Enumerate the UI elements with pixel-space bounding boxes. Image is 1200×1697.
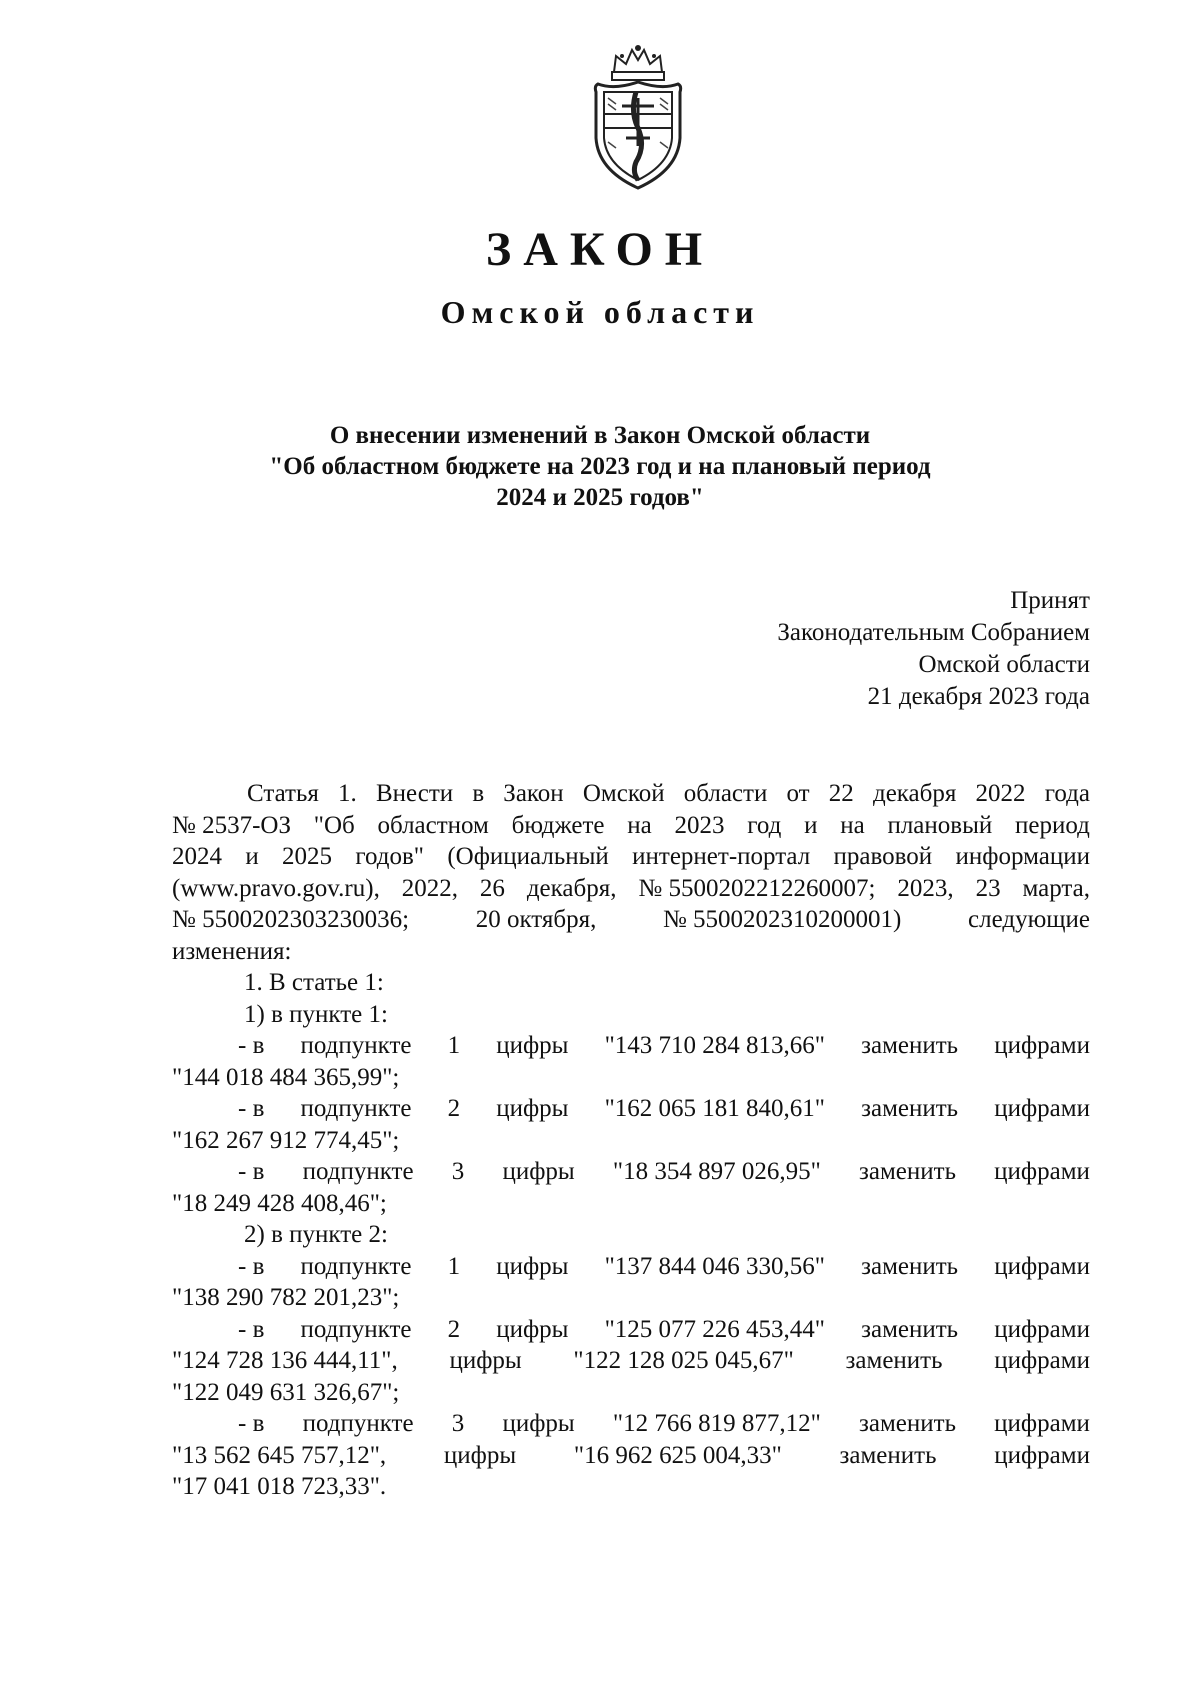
justified-line <box>172 1093 1090 1125</box>
word: № 5500202310200001) <box>662 906 902 933</box>
word: подпункте <box>302 1158 414 1185</box>
word: и <box>245 843 259 870</box>
word: области <box>683 780 768 807</box>
word: 3 <box>451 1410 465 1437</box>
word: цифры <box>502 1410 575 1437</box>
word: период <box>1015 811 1090 839</box>
word: подпункте <box>302 1410 414 1437</box>
adoption-date: 21 декабря 2023 года <box>867 683 1090 710</box>
word: подпункте <box>300 1032 412 1059</box>
justified-line <box>172 1251 1090 1283</box>
word: - в <box>238 1095 265 1122</box>
word: на <box>627 811 652 839</box>
text-line: изменения: <box>172 937 292 965</box>
word: декабря, <box>526 874 617 902</box>
law-subject-heading <box>0 420 1200 513</box>
document-subtitle: Омской области <box>440 294 760 330</box>
word: Статья <box>247 780 319 807</box>
justified-line <box>172 810 1090 842</box>
word: заменить <box>861 1095 959 1122</box>
word: - в <box>238 1252 265 1280</box>
word: следующие <box>968 906 1090 933</box>
word: "18 354 897 026,95" <box>612 1158 821 1185</box>
word: "122 128 025 045,67" <box>573 1347 794 1374</box>
word: цифры <box>496 1032 569 1059</box>
word: цифрами <box>994 1032 1090 1059</box>
word: - в <box>238 1158 265 1185</box>
word: цифрами <box>994 1347 1090 1374</box>
word: цифрами <box>994 1158 1090 1185</box>
word: декабря <box>872 780 957 807</box>
point-heading: 2) в пункте 2: <box>244 1221 388 1248</box>
text-line: "18 249 428 408,46"; <box>172 1189 387 1217</box>
word: цифры <box>449 1347 522 1374</box>
text-line: "17 041 018 723,33". <box>172 1473 387 1500</box>
word: 2025 <box>282 843 333 870</box>
word: цифры <box>496 1252 569 1280</box>
word: бюджете <box>511 811 605 839</box>
justified-line <box>172 1440 1090 1472</box>
text-line: "122 049 631 326,67"; <box>172 1378 400 1406</box>
word: "137 844 046 330,56" <box>604 1252 825 1280</box>
word: "16 962 625 004,33" <box>573 1441 782 1469</box>
word: 2023, <box>897 874 954 902</box>
justified-line <box>172 904 1090 936</box>
word: заменить <box>839 1441 937 1469</box>
word: 2 <box>447 1315 461 1343</box>
word: (www.pravo.gov.ru), <box>172 874 380 902</box>
word: № 5500202303230036; <box>172 906 410 933</box>
word: 2022, <box>401 874 458 902</box>
justified-line <box>172 1030 1090 1062</box>
word: цифрами <box>994 1410 1090 1437</box>
word: 2024 <box>172 843 222 870</box>
text-line: "162 267 912 774,45"; <box>172 1126 400 1154</box>
word: (Официальный <box>447 843 609 870</box>
word: цифрами <box>994 1252 1090 1280</box>
word: заменить <box>861 1315 959 1343</box>
word: 2023 <box>674 811 725 839</box>
word: 1 <box>447 1252 461 1280</box>
point-heading: 1) в пункте 1: <box>244 1000 388 1028</box>
word: заменить <box>861 1252 959 1280</box>
word: № 5500202212260007; <box>638 874 876 902</box>
justified-line <box>172 873 1090 905</box>
adoption-line: Омской области <box>918 651 1090 678</box>
word: подпункте <box>300 1095 412 1122</box>
word: заменить <box>861 1032 959 1059</box>
word: 23 <box>975 874 1001 902</box>
word: от <box>786 780 810 807</box>
word: цифры <box>502 1158 575 1185</box>
word: 1. <box>338 780 357 807</box>
adoption-block <box>777 585 1090 713</box>
word: Закон <box>503 780 564 807</box>
word: информации <box>955 843 1090 870</box>
subject-line: 2024 и 2025 годов" <box>496 484 704 511</box>
word: областном <box>377 811 489 839</box>
word: № 2537-ОЗ <box>172 811 292 839</box>
word: годов" <box>355 843 425 870</box>
word: года <box>1044 780 1090 807</box>
word: заменить <box>859 1410 956 1437</box>
article-1-body <box>172 778 1090 1503</box>
word: заменить <box>859 1158 956 1185</box>
subject-line: "Об областном бюджете на 2023 год и на плановый период <box>269 453 931 480</box>
word: год <box>747 811 782 839</box>
justified-line <box>172 841 1090 873</box>
text-line: "138 290 782 201,23"; <box>172 1284 400 1311</box>
word: цифры <box>496 1315 569 1343</box>
word: в <box>472 780 485 807</box>
word: "143 710 284 813,66" <box>604 1032 825 1059</box>
word: 2022 <box>975 780 1026 807</box>
word: "162 065 181 840,61" <box>604 1095 825 1122</box>
word: Внести <box>375 780 454 807</box>
word: цифры <box>443 1441 517 1469</box>
coat-of-arms-emblem <box>592 42 684 192</box>
word: "13 562 645 757,12", <box>172 1441 387 1469</box>
item-heading: 1. В статье 1: <box>244 969 384 996</box>
word: правовой <box>833 843 933 870</box>
word: цифры <box>496 1095 569 1122</box>
text-line: "144 018 484 365,99"; <box>172 1063 400 1091</box>
word: - в <box>238 1410 265 1437</box>
adoption-line: Принят <box>1010 587 1090 614</box>
adoption-line: Законодательным Собранием <box>777 619 1090 646</box>
word: плановый <box>887 811 993 839</box>
word: интернет-портал <box>632 843 811 870</box>
word: марта, <box>1022 874 1090 902</box>
word: 22 <box>828 780 854 807</box>
word: Омской <box>582 780 665 807</box>
justified-line <box>172 778 1090 810</box>
word: - в <box>238 1315 265 1343</box>
word: "125 077 226 453,44" <box>604 1315 825 1343</box>
word: 2 <box>447 1095 461 1122</box>
word: 26 <box>479 874 505 902</box>
word: "Об <box>313 811 355 839</box>
justified-line <box>172 1408 1090 1440</box>
word: и <box>804 811 818 839</box>
justified-line <box>172 1156 1090 1188</box>
word: - в <box>238 1032 265 1059</box>
word: 1 <box>447 1032 461 1059</box>
word: "12 766 819 877,12" <box>612 1410 821 1437</box>
word: на <box>840 811 865 839</box>
word: подпункте <box>300 1315 412 1343</box>
word: цифрами <box>994 1315 1090 1343</box>
word: заменить <box>845 1347 943 1374</box>
word: цифрами <box>994 1441 1090 1469</box>
word: "124 728 136 444,11", <box>172 1347 398 1374</box>
justified-line <box>172 1314 1090 1346</box>
justified-line <box>172 1345 1090 1377</box>
document-title: ЗАКОН <box>485 223 715 276</box>
word: цифрами <box>994 1095 1090 1122</box>
subject-line: О внесении изменений в Закон Омской области <box>329 422 871 449</box>
word: 20 октября, <box>475 906 597 933</box>
word: подпункте <box>300 1252 412 1280</box>
word: 3 <box>451 1158 465 1185</box>
